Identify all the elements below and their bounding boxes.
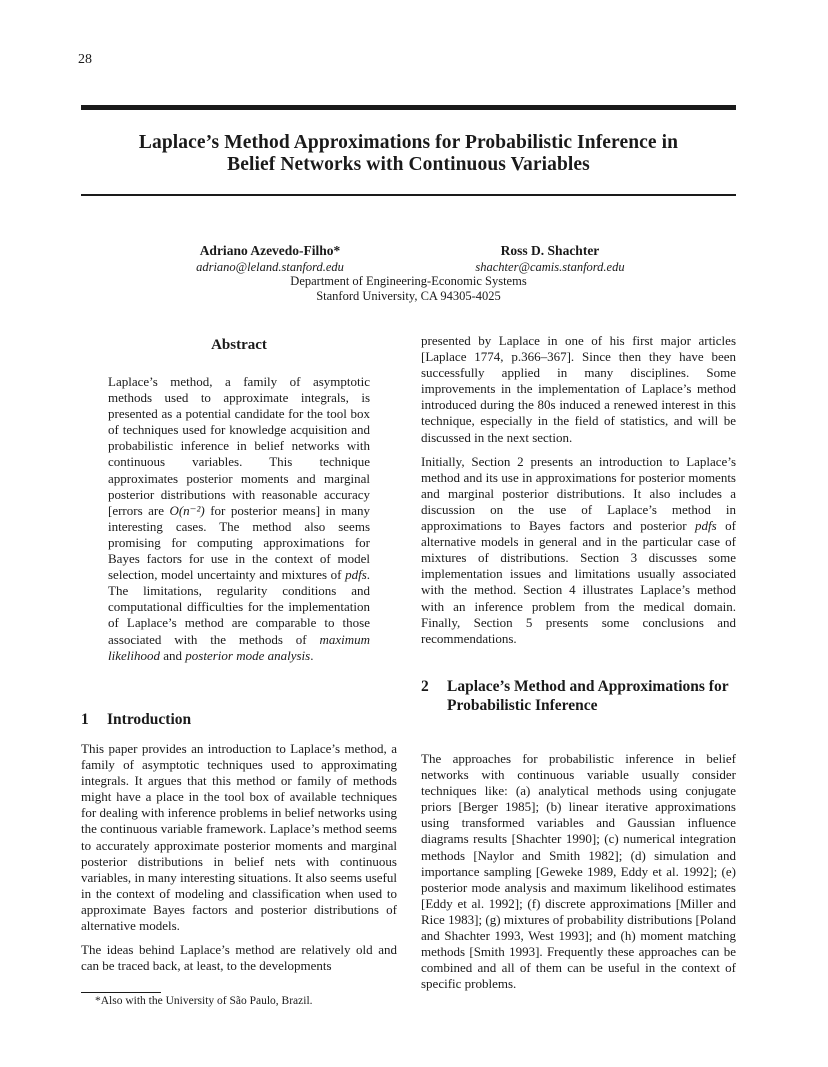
abstract-text: Laplace’s method, a family of asymptotic methods used to approximate integrals, is presented as a potential candidate for the tool box of techniques used for knowledge acquisition and probabilistic inference in belief networks with continuous variables. This technique approximates posterior moments and marginal posterior distributions with reasonable accuracy [errors are — [108, 374, 370, 518]
abstract-text: for posterior means] in many interesting cases. The method also seems promising for computing approximations for Bayes factors for use in the context of model selection, model uncertainty and mixtures of — [108, 502, 371, 583]
paragraph — [421, 454, 736, 647]
paragraph-text: Initially, Section 2 presents an introduction to Laplace’s method and its use in approximations for posterior moments and marginal posterior distributions. It also includes a discussion on the use of Laplace’s method in approximations to Bayes factors and posterior — [421, 453, 736, 534]
section-2-heading — [421, 677, 736, 715]
section-title: Laplace’s Method and Approximations for Probabilistic Inference — [447, 678, 729, 714]
paragraph-text: of alternative models in general and in the particular case of mixtures of distributions. Section 3 discusses some implementation issues and limitations usually associated with the method. Section 4 illustrates Laplace’s method with an inference problem from the medical domain. Finally, Section 5 presents some conclusions and recommendations. — [421, 518, 736, 646]
abstract-text: . — [310, 647, 314, 663]
section-2-body — [421, 751, 736, 992]
section-number: 2 — [421, 678, 429, 695]
section-1-heading — [81, 710, 191, 729]
title-line-1: Laplace’s Method Approximations for Probabilistic Inference in — [138, 132, 679, 153]
math-error-term: O(n⁻²) — [169, 502, 205, 518]
pdfs-term: pdfs — [345, 567, 367, 583]
paragraph: This paper provides an introduction to Laplace’s method, a family of asymptotic techniques used to approximating integrals. It argues that this method or family of methods might have a place in the tool box of available techniques for dealing with inference problems in belief networks using the continuous variable framework. Laplace’s method seems to accurately approximate posterior moments and marginal posterior distributions in belief nets with continuous variables, in many interesting situations. It also seems useful in the context of modeling and classification when used to approximate Bayes factors and posterior distributions of alternative models. — [81, 741, 397, 934]
author-email: adriano@leland.stanford.edu — [196, 260, 344, 274]
author-email: shachter@camis.stanford.edu — [475, 260, 625, 274]
pdfs-term: pdfs — [695, 518, 717, 534]
abstract-text: and — [160, 647, 186, 663]
title-line-2: Belief Networks with Continuous Variables — [227, 154, 590, 175]
author-block-2 — [440, 242, 660, 276]
author-name: Ross D. Shachter — [500, 243, 600, 258]
pma-term: posterior mode analysis — [185, 647, 311, 663]
title-bottom-rule — [81, 194, 736, 196]
paragraph: The ideas behind Laplace’s method are relatively old and can be traced back, at least, to the developments — [81, 942, 397, 974]
paper-title — [81, 132, 736, 176]
section-title: Introduction — [107, 711, 192, 728]
right-column-intro — [421, 333, 736, 655]
abstract-heading: Abstract — [211, 337, 267, 353]
paragraph: The approaches for probabilistic inference in belief networks with continuous variable usually consider techniques like: (a) analytical methods using conjugate priors [Berger 1985]; (b) linear iterative approximations using transformed variables and Gaussian influence diagrams results [Shachter 1990]; (c) numerical integration methods [Naylor and Smith 1982]; (d) simulation and importance sampling [Geweke 1989, Eddy et al. 1992]; (e) posterior mode analysis and maximum likelihood estimates [Eddy et al. 1992]; (f) discrete approximations [Miller and Rice 1983]; (g) mixtures of probability distributions [Poland and Shachter 1993, West 1993]; and (h) moment matching methods [Smith 1993]. Frequently these approaches can be combined and all of them can be useful in the context of specific problems. — [421, 751, 736, 992]
university: Stanford University, CA 94305-4025 — [316, 289, 501, 303]
abstract-text: . The limitations, regularity conditions and computational difficulties for the implementation of Laplace’s method are comparable to those associated with the methods of — [108, 567, 370, 647]
footnote-rule — [81, 992, 161, 993]
affiliation — [81, 274, 736, 304]
abstract-body — [108, 374, 370, 664]
department: Department of Engineering-Economic Systems — [290, 274, 527, 288]
page-number: 28 — [78, 52, 92, 67]
title-top-rule — [81, 105, 736, 110]
ml-term: maximum likelihood — [108, 631, 370, 663]
introduction-body — [81, 741, 397, 982]
paragraph: presented by Laplace in one of his first major articles [Laplace 1774, p.366–367]. Since then they have been successfully applied in many disciplines. Some improvements in the implementation of Laplace’s method introduced during the 80s induced a renewed interest in this technique, especially in the field of statistics, and will be discussed in the next section. — [421, 333, 736, 445]
footnote: *Also with the University of São Paulo, Brazil. — [95, 995, 313, 1007]
author-name: Adriano Azevedo-Filho* — [199, 243, 341, 258]
section-number: 1 — [81, 711, 89, 728]
author-block-1 — [160, 242, 380, 276]
